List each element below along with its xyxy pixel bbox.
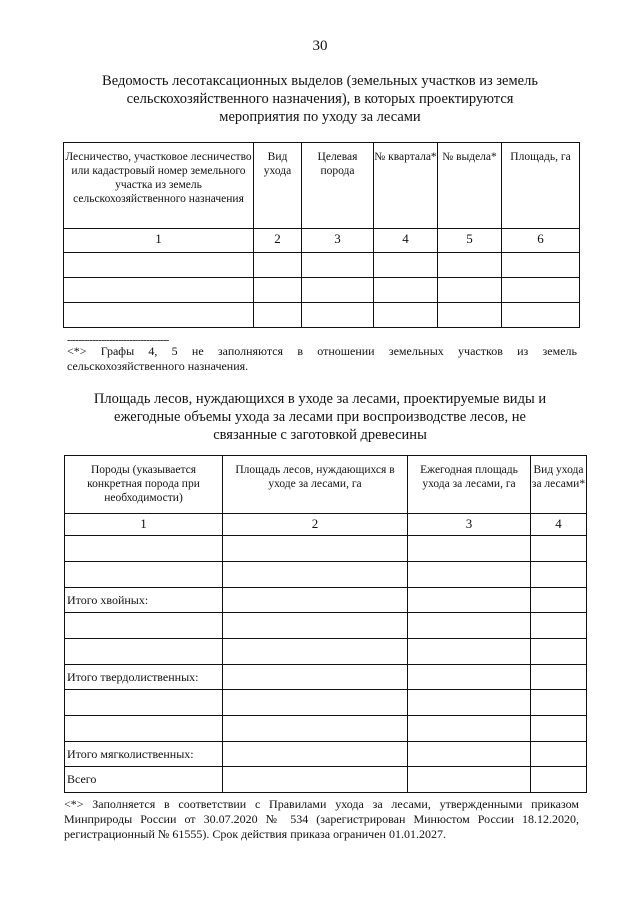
t1-col-number: 4 <box>374 229 438 253</box>
t1-header-quarter: № квартала* <box>374 143 438 229</box>
t1-col-number: 3 <box>302 229 374 253</box>
total-row <box>65 767 587 793</box>
table1-title: Ведомость лесотаксационных выделов (земельных участков из земель сельскохозяйственного назначения), в которых проектируются мероприятия по уходу за лесами <box>102 73 538 125</box>
subtotal-label: Итого хвойных: <box>65 588 223 613</box>
footnote-separator: ------------------------------------ <box>67 335 169 346</box>
table-row <box>65 690 587 716</box>
t1-col-number: 2 <box>254 229 302 253</box>
page-number: 30 <box>312 38 328 54</box>
t1-header-target-species: Целевая порода <box>302 143 374 229</box>
table-row <box>65 639 587 665</box>
table1-footnote-line2: сельскохозяйственного назначения. <box>67 359 249 373</box>
t2-col-number: 3 <box>408 514 531 536</box>
subtotal-label: Итого мягколиственных: <box>65 742 223 767</box>
subtotal-label: Итого твердолиственных: <box>65 665 223 690</box>
t1-header-forestry: Лесничество, участковое лесничество или кадастровый номер земельного участка из земель сельскохозяйственного назначения <box>64 143 254 229</box>
table-row <box>65 716 587 742</box>
table-row <box>64 303 580 328</box>
t2-header-care-type: Вид ухода за лесами* <box>531 456 587 514</box>
table-row <box>65 562 587 588</box>
t1-col-number: 1 <box>64 229 254 253</box>
table2-footnote: <*> Заполняется в соответствии с Правилами ухода за лесами, утвержденными приказом Минприроды России от 30.07.2020 № 534 (зарегистрирован Минюстом России 18.12.2020, регистрационный № 61555). Срок действия приказа ограничен 01.01.2027. <box>64 797 579 841</box>
t1-col-number: 5 <box>438 229 502 253</box>
table-row <box>65 536 587 562</box>
table2-title: Площадь лесов, нуждающихся в уходе за лесами, проектируемые виды и ежегодные объемы ухода за лесами при воспроизводстве лесов, не связанные с заготовкой древесины <box>93 391 547 443</box>
t2-header-annual-area: Ежегодная площадь ухода за лесами, га <box>408 456 531 514</box>
table1-footnote <box>67 344 577 374</box>
t2-header-forest-area: Площадь лесов, нуждающихся в уходе за лесами, га <box>223 456 408 514</box>
table1-footnote-line1: <*> Графы 4, 5 не заполняются в отношении земельных участков из земель <box>67 344 577 358</box>
t1-header-area: Площадь, га <box>502 143 580 229</box>
subtotal-row-conifers <box>65 588 587 613</box>
table-row <box>64 253 580 278</box>
total-label: Всего <box>65 767 223 793</box>
table2 <box>64 455 587 793</box>
t1-header-plot: № выдела* <box>438 143 502 229</box>
t1-header-care-type: Вид ухода <box>254 143 302 229</box>
subtotal-row-softwoods <box>65 742 587 767</box>
table-row <box>64 278 580 303</box>
table-row <box>65 613 587 639</box>
t2-col-number: 1 <box>65 514 223 536</box>
subtotal-row-hardwoods <box>65 665 587 690</box>
table1 <box>63 142 580 328</box>
t2-header-species: Породы (указывается конкретная порода при необходимости) <box>65 456 223 514</box>
t1-col-number: 6 <box>502 229 580 253</box>
t2-col-number: 4 <box>531 514 587 536</box>
t2-col-number: 2 <box>223 514 408 536</box>
